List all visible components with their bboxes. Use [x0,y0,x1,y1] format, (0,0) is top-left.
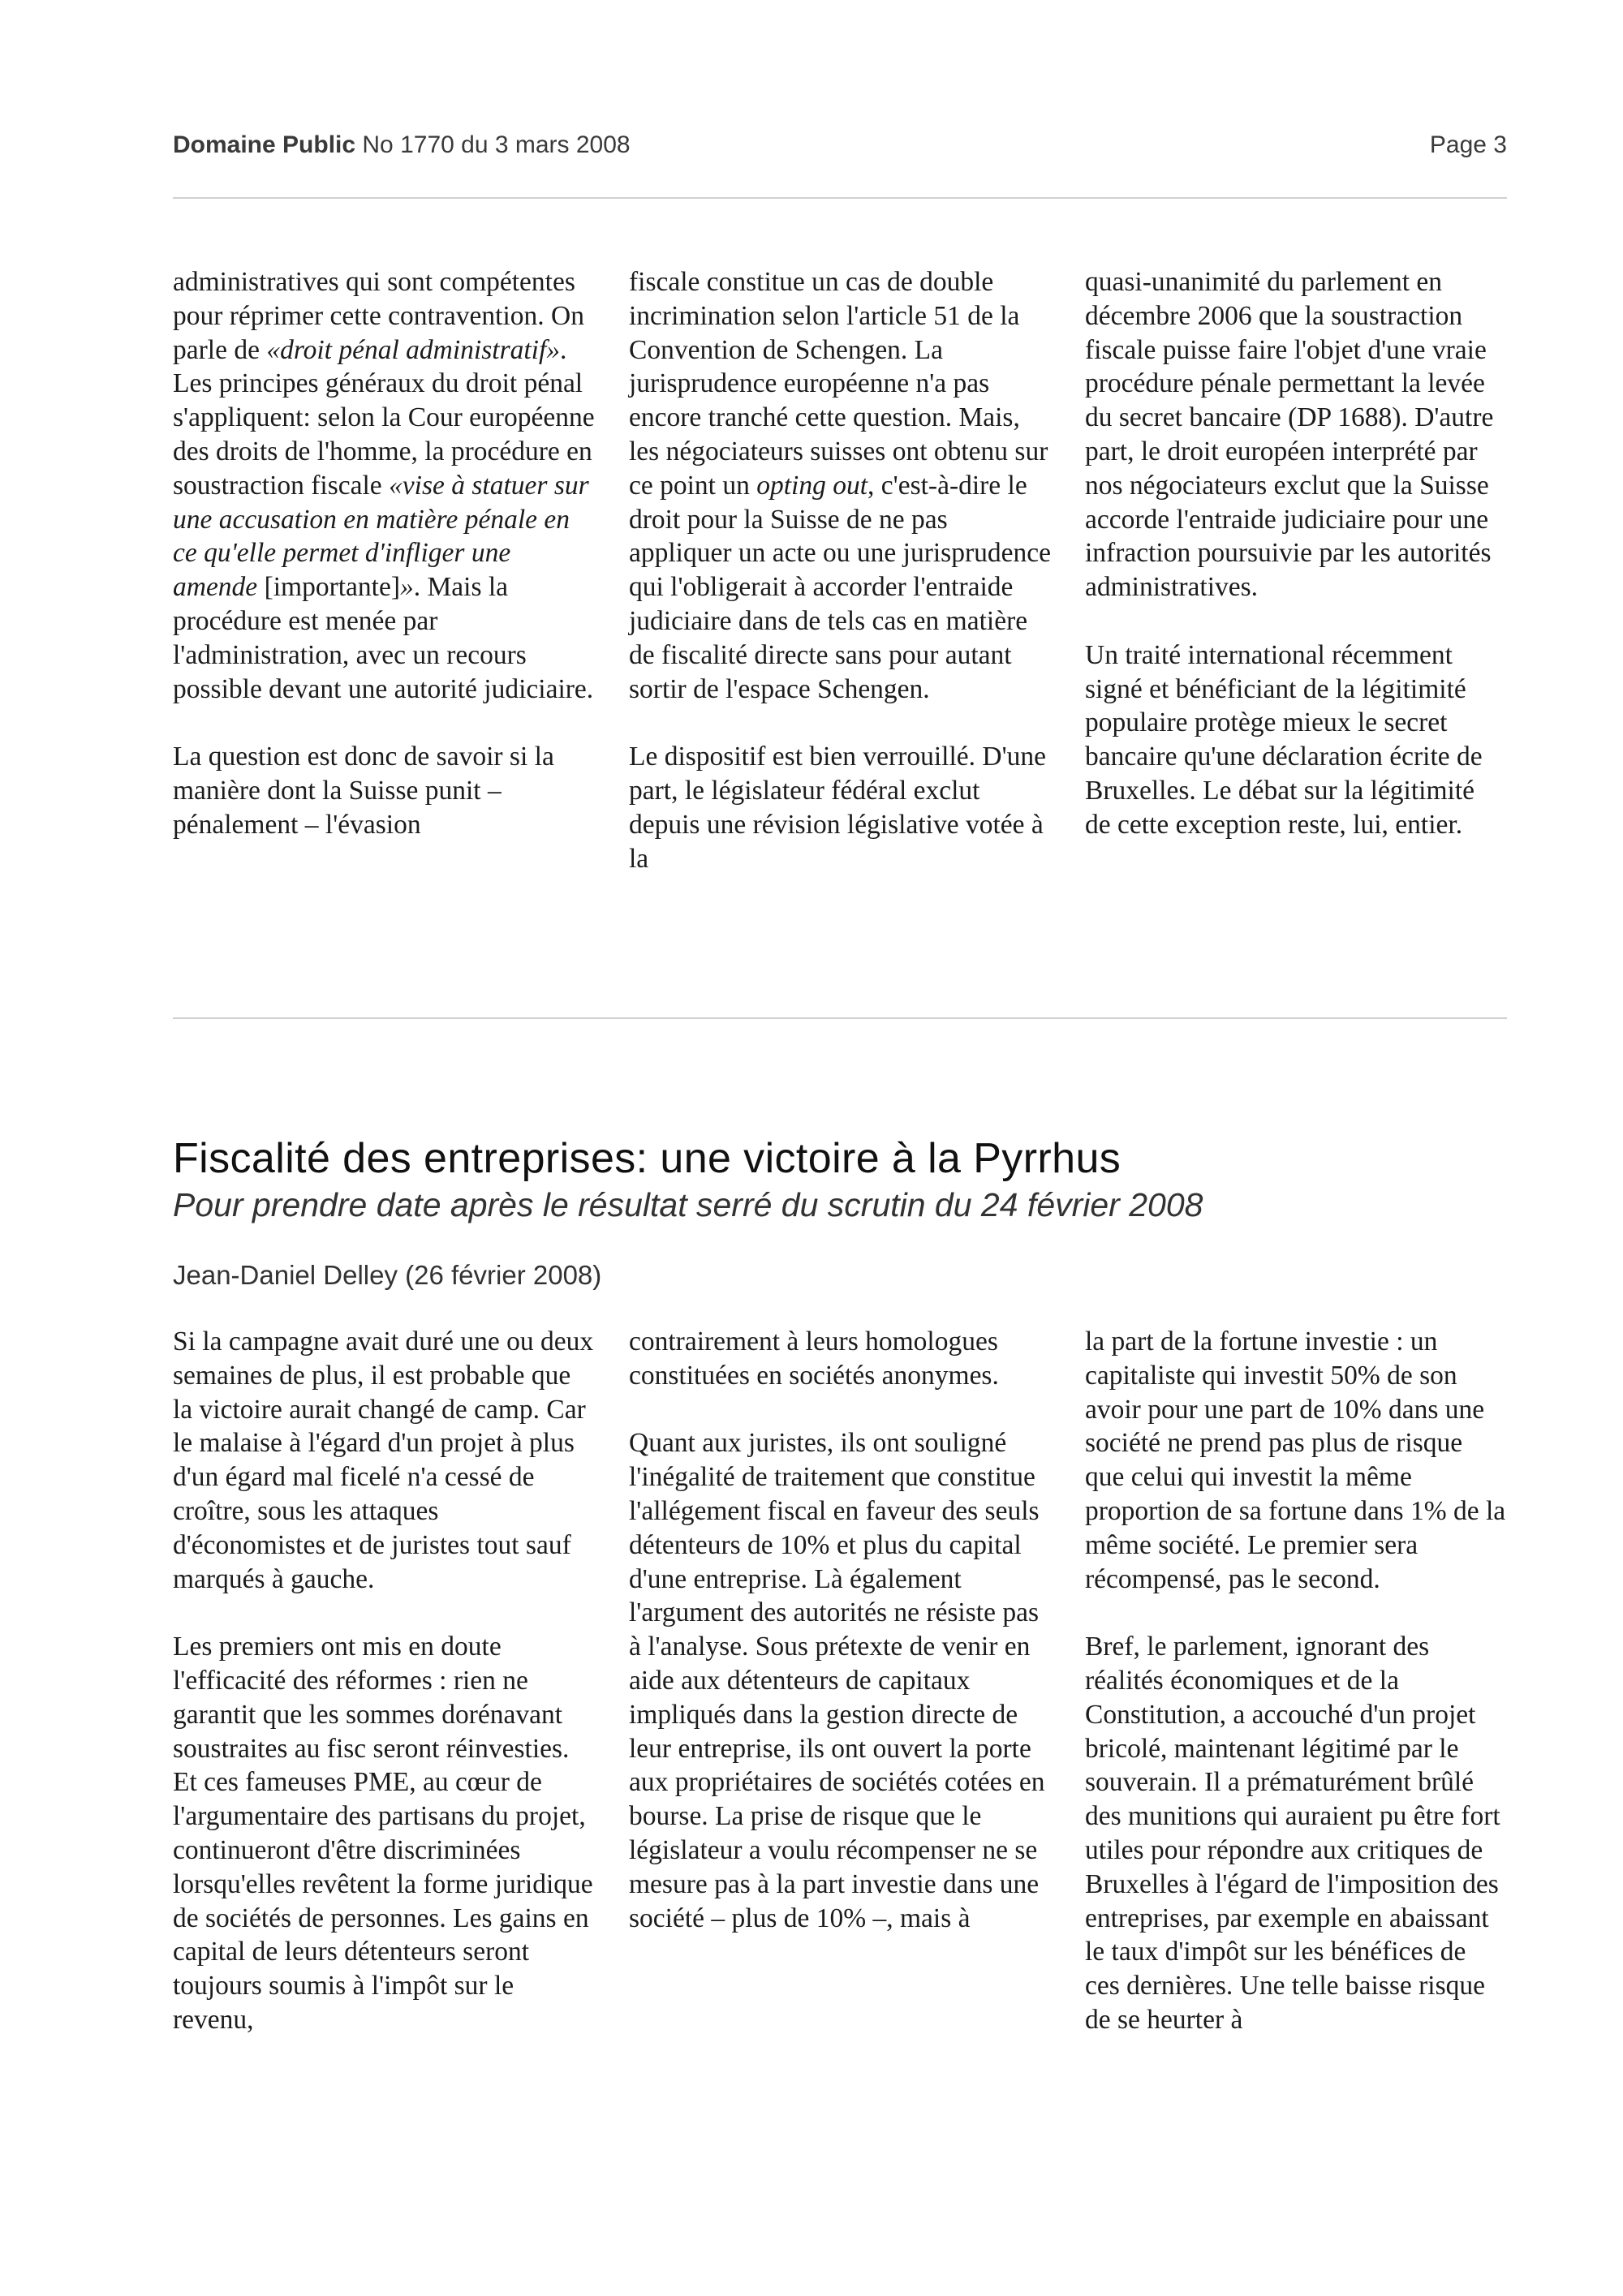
header-divider [173,197,1507,199]
paragraph: quasi-unanimité du parlement en décembre 2006 que la soustraction fiscale puisse faire l'objet d'une vraie procédure pénale permettant la levée du secret bancaire (DP 1688). D'autre part, le droit européen interprété par nos négociateurs exclut que la Suisse accorde l'entraide judiciaire pour une infraction poursuivie par les autorités administratives. [1085,267,1494,603]
paragraph: Bref, le parlement, ignorant des réalités économiques et de la Constitution, a accouché d'un projet bricolé, maintenant légitimé par le souverain. Il a prématurément brûlé des munitions qui auraient pu être fort utiles pour répondre aux critiques de Bruxelles à l'égard de l'imposition des entreprises, par exemple en abaissant le taux d'impôt sur les bénéfices de ces dernières. Une telle baisse risque de se heurter à [1085,1632,1500,2035]
paragraph: Quant aux juristes, ils ont souligné l'inégalité de traitement que constitue l'allégement fiscal en faveur des seuls détenteurs de 10% et plus du capital d'une entreprise. Là également l'argument des autorités ne résiste pas à l'analyse. Sous prétexte de venir en aide aux détenteurs de capitaux impliqués dans la gestion directe de leur entreprise, ils ont ouvert la porte aux propriétaires de sociétés cotées en bourse. La prise de risque que le législateur a voulu récompenser ne se mesure pas à la part investie dans une société – plus de 10% –, mais à [629,1428,1045,1933]
paragraph: administratives qui sont compétentes pour réprimer cette contravention. On parle de «droit pénal administratif». Les principes généraux du droit pénal s'appliquent: selon la Cour européenne des droits de l'homme, la procédure en soustraction fiscale «vise à statuer sur une accusation en matière pénale en ce qu'elle permet d'infliger une amende [importante]». Mais la procédure est menée par l'administration, avec un recours possible devant une autorité judiciaire. [173,267,595,704]
paragraph: Les premiers ont mis en doute l'efficacité des réformes : rien ne garantit que les sommes dorénavant soustraites au fisc seront réinvesties. Et ces fameuses PME, au cœur de l'argumentaire des partisans du projet, continueront d'être discriminées lorsqu'elles revêtent la forme juridique de sociétés de personnes. Les gains en capital de leurs détenteurs seront toujours soumis à l'impôt sur le revenu, [173,1632,593,2035]
previous-article-columns [173,265,1507,875]
paragraph: Le dispositif est bien verrouillé. D'une part, le législateur fédéral exclut depuis une révision législative votée à la [629,742,1046,874]
paragraph: Si la campagne avait duré une ou deux semaines de plus, il est probable que la victoire aurait changé de camp. Car le malaise à l'égard d'un projet à plus d'un égard mal ficelé n'a cessé de croître, sous les attaques d'économistes et de juristes tout sauf marqués à gauche. [173,1326,594,1594]
paragraph: la part de la fortune investie : un capitaliste qui investit 50% de son avoir pour une part de 10% dans une société ne prend pas plus de risque que celui qui investit la même proportion de sa fortune dans 1% de la même société. Le premier sera récompensé, pas le second. [1085,1326,1506,1594]
previous-article-column-3 [1085,265,1507,875]
paragraph: fiscale constitue un cas de double incrimination selon l'article 51 de la Convention de Schengen. La jurisprudence européenne n'a pas encore tranché cette question. Mais, les négociateurs suisses ont obtenu sur ce point un opting out, c'est-à-dire le droit pour la Suisse de ne pas appliquer un acte ou une jurisprudence qui l'obligerait à accorder l'entraide judiciaire dans de tels cas en matière de fiscalité directe sans pour autant sortir de l'espace Schengen. [629,267,1051,704]
article-divider [173,1017,1507,1019]
previous-article-column-2 [629,265,1051,875]
publication-line [173,131,631,159]
article-column-1 [173,1325,595,2037]
publication-name: Domaine Public [173,131,356,158]
page-header [173,131,1507,159]
paragraph: Un traité international récemment signé et bénéficiant de la légitimité populaire protège mieux le secret bancaire qu'une déclaration écrite de Bruxelles. Le débat sur la légitimité de cette exception reste, lui, entier. [1085,639,1483,840]
paragraph: contrairement à leurs homologues constituées en sociétés anonymes. [629,1326,999,1391]
page-number: Page 3 [1429,131,1507,158]
article-column-2 [629,1325,1051,2037]
article-subtitle: Pour prendre date après le résultat serré du scrutin du 24 février 2008 [173,1186,1203,1223]
issue-info: No 1770 du 3 mars 2008 [362,131,631,158]
article-column-3 [1085,1325,1507,2037]
article-title: Fiscalité des entreprises: une victoire à la Pyrrhus [173,1135,1121,1182]
article-byline: Jean-Daniel Delley (26 février 2008) [173,1260,602,1290]
article-columns [173,1325,1507,2037]
paragraph: La question est donc de savoir si la manière dont la Suisse punit – pénalement – l'évasion [173,742,554,840]
previous-article-column-1 [173,265,595,875]
